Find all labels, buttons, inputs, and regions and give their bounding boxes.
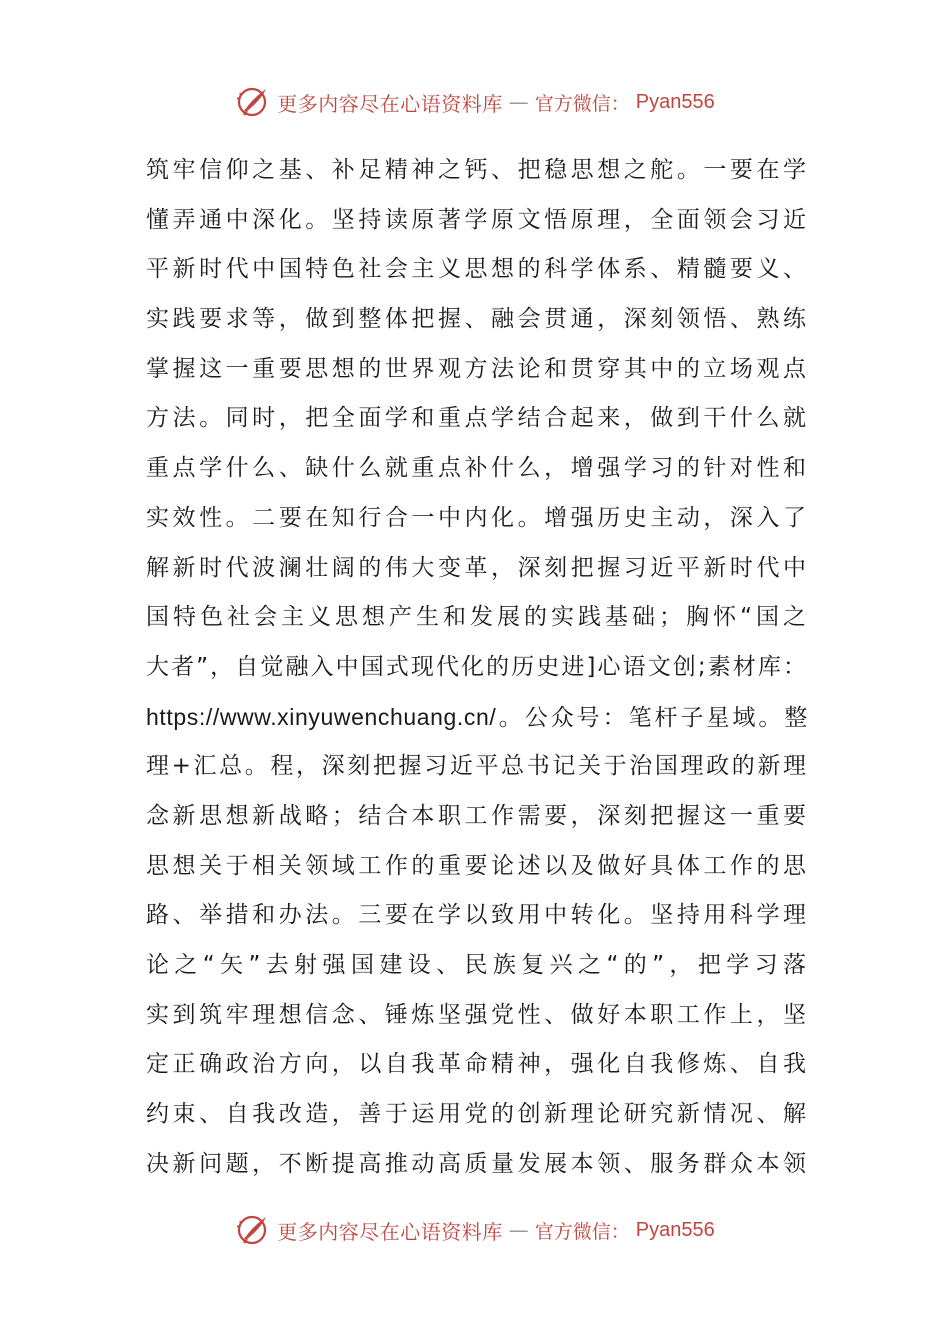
text-line: 掌握这一重要思想的世界观方法论和贯穿其中的立场观点 (146, 355, 808, 382)
wechat-id: Pyan556 (635, 1218, 715, 1241)
text-line: 决新问题，不断提高推动高质量发展本领、服务群众本领 (146, 1150, 808, 1177)
text-line: 实践要求等，做到整体把握、融会贯通，深刻领悟、熟练 (146, 306, 808, 333)
text-line: 论之“矢”去射强国建设、民族复兴之“的”，把学习落 (146, 952, 808, 978)
brand-separator: — (508, 1218, 529, 1242)
quill-pen-logo-icon (235, 84, 271, 120)
text-line: 懂弄通中深化。坚持读原著学原文悟原理，全面领会习近 (146, 206, 808, 233)
contact-label: 官方微信： (534, 92, 630, 115)
text-line: 国特色社会主义思想产生和发展的实践基础；胸怀“国之 (146, 604, 808, 631)
text-line: 平新时代中国特色社会主义思想的科学体系、精髓要义、 (146, 256, 808, 283)
text-line: 实效性。二要在知行合一中内化。增强历史主动，深入了 (146, 504, 808, 531)
text-line: 实到筑牢理想信念、锤炼坚强党性、做好本职工作上，坚 (146, 1001, 808, 1028)
footer-banner (0, 1208, 950, 1252)
text-line: 定正确政治方向，以自我革命精神，强化自我修炼、自我 (146, 1051, 808, 1078)
brand-name: 更多内容尽在心语资料库 (277, 1219, 503, 1244)
quill-pen-logo-icon (235, 1212, 271, 1248)
text-line: 筑牢信仰之基、补足精神之钙、把稳思想之舵。一要在学 (146, 157, 808, 183)
text-line: 理+汇总。程，深刻把握习近平总书记关于治国理政的新理 (146, 753, 808, 780)
brand-separator: — (508, 90, 529, 114)
document-body (146, 146, 808, 1189)
wechat-id: Pyan556 (635, 90, 715, 113)
text-line: 大者”，自觉融入中国式现代化的历史进]心语文创;素材库： (146, 653, 808, 680)
text-line-with-link[interactable]: https://www.xinyuwenchuang.cn/。公众号：笔杆子星域。整 (146, 703, 808, 730)
text-line: 思想关于相关领域工作的重要论述以及做好具体工作的思 (146, 852, 808, 879)
header-banner (0, 80, 950, 124)
text-line: 路、举措和办法。三要在学以致用中转化。坚持用科学理 (146, 902, 808, 929)
text-line: 约束、自我改造，善于运用党的创新理论研究新情况、解 (146, 1101, 808, 1128)
contact-label: 官方微信： (534, 1220, 630, 1243)
brand-name: 更多内容尽在心语资料库 (277, 91, 503, 116)
text-line: 方法。同时，把全面学和重点学结合起来，做到干什么就 (146, 405, 808, 432)
text-line: 念新思想新战略；结合本职工作需要，深刻把握这一重要 (146, 802, 808, 829)
text-line: 解新时代波澜壮阔的伟大变革，深刻把握习近平新时代中 (146, 554, 808, 581)
text-line: 重点学什么、缺什么就重点补什么，增强学习的针对性和 (146, 455, 808, 482)
